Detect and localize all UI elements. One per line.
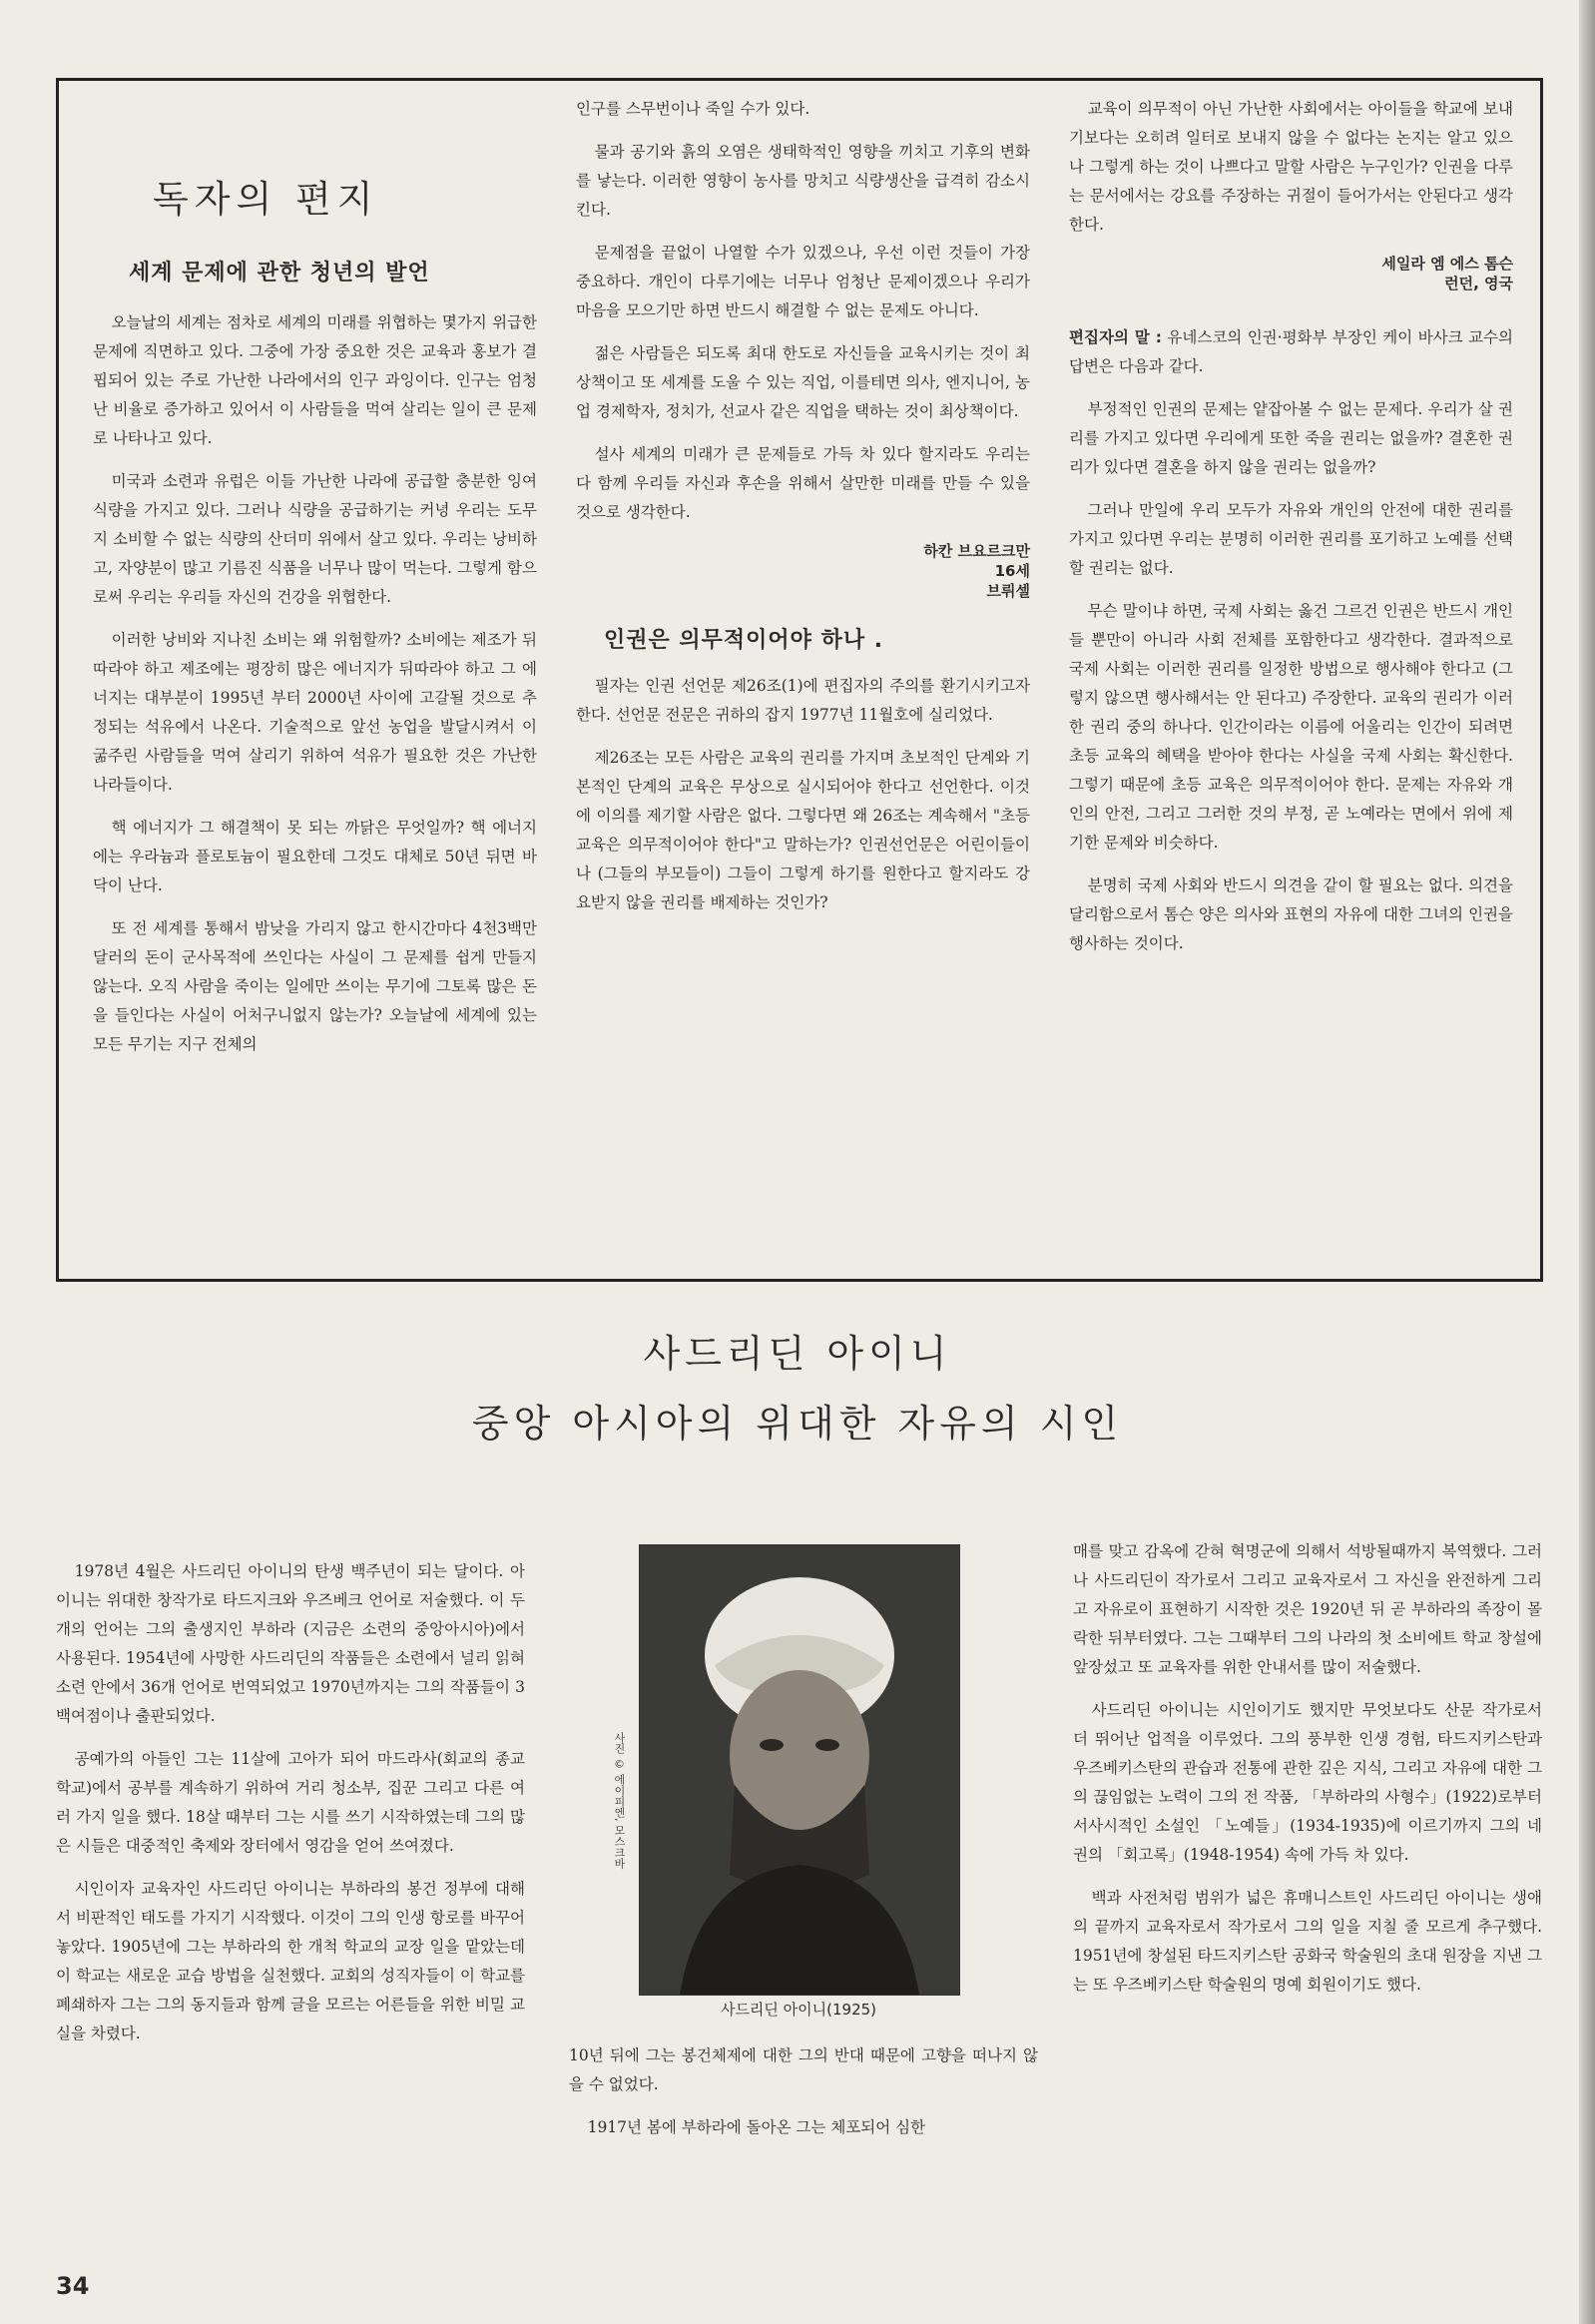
editor-note-paragraph: 무슨 말이냐 하면, 국제 사회는 옳건 그르건 인권은 반드시 개인들 뿐만이 아니라 사회 전체를 포함한다고 생각한다. 결과적으로 국제 사회는 이러한 권리를 일정한 방법으로 행사해야 한다고 (그렇지 않으면 행사해서는 안 된다고) 주장한다. 교육의 권리가 이러한 권리 중의 하나다. 인간이라는 이름에 어울리는 인간이 되려면 초등 교육의 혜택을 받아야 한다는 사실을 국제 사회는 확신한다. 그렇기 때문에 초등 교육은 의무적이어야 한다. 문제는 자유와 개인의 안전, 그리고 그러한 것의 부정, 곧 노예라는 면에서 위에 제기한 문제와 비슷하다. [1069, 602, 1513, 852]
photo-caption: 사드리딘 아이니(1925) [720, 2001, 877, 2019]
letter2-signature [1069, 254, 1513, 293]
feature-column-2 [569, 2041, 1038, 2156]
editor-note-paragraph: 분명히 국제 사회와 반드시 의견을 같이 할 필요는 없다. 의견을 달리함으로서 톰슨 양은 의사와 표현의 자유에 대한 그녀의 인권을 행사하는 것이다. [1069, 876, 1513, 952]
editor-note-paragraph: 그러나 만일에 우리 모두가 자유와 개인의 안전에 대한 권리를 가지고 있다면 우리는 분명히 이러한 권리를 포기하고 노예를 선택할 권리는 없다. [1069, 501, 1513, 577]
letter1-signature-name: 하칸 브요르크만 [923, 542, 1030, 560]
photo-credit: 사진 © 에이피엔, 모스크바 [613, 1732, 626, 1869]
letter2-paragraph: 제26조는 모든 사람은 교육의 권리를 가지며 초보적인 단계와 기본적인 단계의 교육은 무상으로 실시되어야 한다고 선언한다. 이것에 이의를 제기할 사람은 없다. 그렇다면 왜 26조는 계속해서 "초등 교육은 의무적이어야 한다"고 말하는가? 인권선언문은 어린이들이나 (그들의 부모들이) 그들이 그렇게 하기를 원한다고 할지라도 강요받지 않을 권리를 배제하는 것인가? [576, 749, 1030, 911]
page-number: 34 [56, 2272, 90, 2300]
letter1-paragraph: 물과 공기와 흙의 오염은 생태학적인 영향을 끼치고 기후의 변화를 낳는다. 이러한 영향이 농사를 망치고 식량생산을 급격히 감소시킨다. [576, 143, 1030, 219]
letter1-paragraph: 이러한 낭비와 지나친 소비는 왜 위험할까? 소비에는 제조가 뒤따라야 하고 제조에는 평장히 많은 에너지가 뒤따라야 하고 그 에너지는 대부분이 1995년 부터 2000년 사이에 고갈될 것으로 추정되는 석유에서 나온다. 기술적으로 앞선 농업을 발달시켜서 이 굶주린 사람들을 먹여 살리기 위하여 석유가 필요한 것은 가난한 나라들이다. [93, 631, 537, 794]
feature-column-3 [1073, 1537, 1542, 2014]
letter2-headline: 인권은 의무적이어야 하나 . [604, 628, 884, 653]
letter1-paragraph: 문제점을 끝없이 나열할 수가 있겠으나, 우선 이런 것들이 가장 중요하다. 개인이 다루기에는 너무나 엄청난 문제이겠으나 우리가 마음을 모으기만 하면 반드시 해결할 수 없는 문제도 아니다. [576, 244, 1030, 319]
portrait-illustration [640, 1545, 959, 1995]
letter1-paragraph: 핵 에너지가 그 해결책이 못 되는 까닭은 무엇일까? 핵 에너지에는 우라늄과 플로토늄이 필요한데 그것도 대체로 50년 뒤면 바닥이 난다. [93, 819, 537, 894]
letter2-signature-name: 세일라 엠 에스 톰슨 [1381, 255, 1513, 273]
letter2-paragraph: 필자는 인권 선언문 제26조(1)에 편집자의 주의를 환기시키고자 한다. 선언문 전문은 귀하의 잡지 1977년 11월호에 실리었다. [576, 677, 1030, 724]
editor-note-label: 편집자의 말 : [1069, 328, 1162, 346]
feature-title-line2: 중앙 아시아의 위대한 자유의 시인 [471, 1402, 1124, 1446]
feature-paragraph: 시인이자 교육자인 사드리딘 아이니는 부하라의 봉건 정부에 대해서 비판적인 태도를 가지기 시작했다. 이것이 그의 인생 항로를 바꾸어 놓았다. 1905년에 그는 부하라의 한 개척 학교의 교장 일을 맡았는데 이 학교는 새로운 교습 방법을 실천했다. 교회의 성직자들이 이 학교를 폐쇄하자 그는 그의 동지들과 함께 글을 모르는 어른들을 위한 비밀 교실을 차렸다. [56, 1880, 525, 2042]
section-title: 독자의 편지 [153, 178, 379, 221]
editor-note-paragraph: 부정적인 인권의 문제는 얕잡아볼 수 없는 문제다. 우리가 살 권리를 가지고 있다면 우리에게 또한 죽을 권리는 없을까? 결혼한 권리가 있다면 결혼을 하지 않을 권리는 없을까? [1069, 400, 1513, 476]
feature-paragraph: 1917년 봄에 부하라에 돌아온 그는 체포되어 심한 [587, 2118, 926, 2136]
feature-paragraph: 매를 맞고 감옥에 갇혀 혁명군에 의해서 석방될때까지 복역했다. 그러나 사드리딘이 작가로서 그리고 교육자로서 그 자신을 완전하게 그리고 자유로이 표현하기 시작한 것은 1920년 뒤 곧 부하라의 족장이 몰락한 뒤부터였다. 그는 그때부터 그의 나라의 첫 소비에트 학교 창설에 앞장섰고 또 교육자를 위한 안내서를 많이 저술했다. [1073, 1542, 1542, 1676]
editor-note-intro [1069, 323, 1513, 381]
letters-column-3 [1069, 95, 1513, 972]
portrait-photo [639, 1544, 960, 1996]
letter1-signature-place: 브뤼셀 [986, 582, 1030, 600]
letter1-paragraph: 설사 세계의 미래가 큰 문제들로 가득 차 있다 할지라도 우리는 다 함께 우리들 자신과 후손을 위해서 살만한 미래를 만들 수 있을 것으로 생각한다. [576, 445, 1030, 521]
letters-section-box [56, 78, 1543, 1282]
feature-paragraph: 10년 뒤에 그는 봉건체제에 대한 그의 반대 때문에 고향을 떠나지 않을 수 없었다. [569, 2046, 1038, 2093]
letter2-paragraph: 교육이 의무적이 아닌 가난한 사회에서는 아이들을 학교에 보내기보다는 오히려 일터로 보내지 않을 수 없다는 논지는 알고 있으나 그렇게 하는 것이 나쁘다고 말할 사람은 누구인가? 인권을 다루는 문서에서는 강요를 주장하는 귀절이 들어가서는 안된다고 생각한다. [1069, 100, 1513, 234]
letter1-signature-age: 16세 [994, 562, 1030, 580]
letter1-paragraph: 오늘날의 세계는 점차로 세계의 미래를 위협하는 몇가지 위급한 문제에 직면하고 있다. 그중에 가장 중요한 것은 교육과 홍보가 결핍되어 있는 주로 가난한 나라에서의 인구 과잉이다. 인구는 엄청난 비율로 증가하고 있어서 이 사람들을 먹여 살리는 일이 큰 문제로 나타나고 있다. [93, 313, 537, 447]
letter1-headline: 세계 문제에 관한 청년의 발언 [129, 261, 430, 286]
feature-column-1 [56, 1557, 525, 2062]
letter1-paragraph: 인구를 스무번이나 죽일 수가 있다. [576, 100, 810, 118]
editor-note-intro-text: 유네스코의 인권·평화부 부장인 케이 바사크 교수의 답변은 다음과 같다. [1069, 328, 1513, 375]
letter1-signature [576, 541, 1030, 601]
page-binding-edge [1579, 0, 1595, 2324]
feature-paragraph: 공예가의 아들인 그는 11살에 고아가 되어 마드라사(회교의 종교 학교)에서 공부를 계속하기 위하여 거리 청소부, 집꾼 그리고 다른 여러 가지 일을 했다. 18살 때부터 그는 시를 쓰기 시작하였는데 그의 많은 시들은 대중적인 축제와 장터에서 영감을 얻어 쓰여졌다. [56, 1750, 525, 1855]
letters-column-2 [576, 95, 1030, 931]
feature-paragraph: 사드리딘 아이니는 시인이기도 했지만 무엇보다도 산문 작가로서 더 뛰어난 업적을 이루었다. 그의 풍부한 인생 경험, 타드지키스탄과 우즈베키스탄의 관습과 전통에 관한 깊은 지식, 그리고 자유에 대한 그의 끊임없는 노력이 그의 전 작품, 「부하라의 사형수」(1922)로부터 서사시적인 소설인 「노예들」(1934-1935)에 이르기까지 그의 네 권의 「회고록」(1948-1954) 속에 가득 차 있다. [1073, 1701, 1542, 1864]
letter1-body-part1 [93, 308, 537, 1073]
letter1-paragraph: 또 전 세계를 통해서 밤낮을 가리지 않고 한시간마다 4천3백만 달러의 돈이 군사목적에 쓰인다는 사실이 그 문제를 쉽게 만들지 않는다. 오직 사람을 죽이는 일에만 쓰이는 무기에 그토록 많은 돈을 들인다는 사실이 어처구니없지 않는가? 오늘날에 세계에 있는 모든 무기는 지구 전체의 [93, 919, 537, 1053]
feature-paragraph: 1978년 4월은 사드리딘 아이니의 탄생 백주년이 되는 달이다. 아이니는 위대한 창작가로 타드지크와 우즈베크 언어로 저술했다. 이 두개의 언어는 그의 출생지인 부하라 (지금은 소련의 중앙아시아)에서 사용된다. 1954년에 사망한 사드리딘의 작품들은 소련에서 널리 읽혀 소련 안에서 36개 언어로 번역되었고 1970년까지는 그의 작품들이 3백여점이나 출판되었다. [56, 1562, 525, 1725]
letter1-paragraph: 미국과 소련과 유럽은 이들 가난한 나라에 공급할 충분한 잉여 식량을 가지고 있다. 그러나 식량을 공급하기는 커녕 우리는 도무지 소비할 수 없는 식량의 산더미 위에서 살고 있다. 우리는 낭비하고, 자양분이 많고 기름진 식품을 너무나 많이 먹는다. 그렇게 함으로써 우리는 우리들 자신의 건강을 위협한다. [93, 472, 537, 606]
feature-title-line1: 사드리딘 아이니 [643, 1332, 952, 1376]
letter2-signature-place: 런던, 영국 [1444, 275, 1513, 292]
letter1-paragraph: 젊은 사람들은 되도록 최대 한도로 자신들을 교육시키는 것이 최상책이고 또 세계를 도울 수 있는 직업, 이를테면 의사, 엔지니어, 농업 경제학자, 정치가, 선교사 같은 직업을 택하는 것이 최상책이다. [576, 344, 1030, 420]
feature-paragraph: 백과 사전처럼 범위가 넓은 휴매니스트인 사드리딘 아이니는 생애의 끝까지 교육자로서 작가로서 그의 일을 지칠 줄 모르게 추구했다. 1951년에 창설된 타드지키스탄 공화국 학술원의 초대 원장을 지낸 그는 또 우즈베키스탄 학술원의 명예 회원이기도 했다. [1073, 1889, 1542, 1994]
